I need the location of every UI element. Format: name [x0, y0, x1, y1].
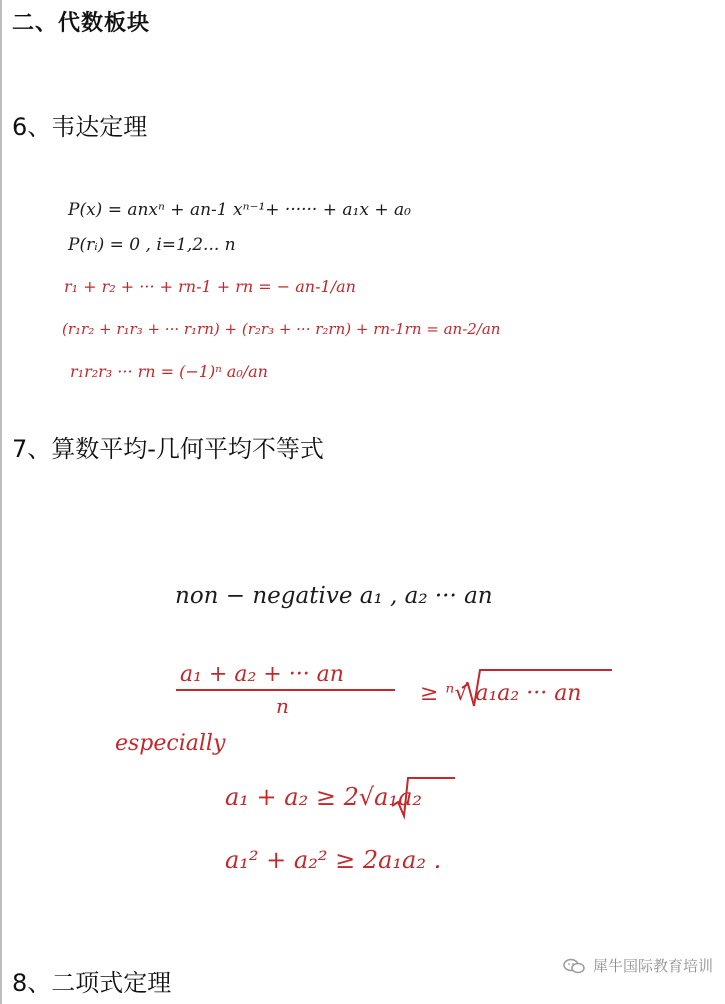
- heading-binomial: 8、二项式定理: [12, 969, 172, 997]
- especially-label: especially: [115, 731, 226, 756]
- amgm-case-two: a₁ + a₂ ≥ 2√a₁a₂: [225, 783, 423, 811]
- vieta-line-2: P(rᵢ) = 0 , i=1,2... n: [68, 235, 236, 255]
- vieta-line-5: r₁r₂r₃ ··· rn = (−1)ⁿ a₀/an: [70, 362, 268, 381]
- amgm-condition: non − negative a₁ , a₂ ··· an: [175, 583, 493, 609]
- watermark-text: 犀牛国际教育培训: [592, 957, 713, 975]
- nth-root-sign: [462, 670, 612, 706]
- vieta-line-3: r₁ + r₂ + ··· + rn-1 + rn = − an-1/an: [64, 277, 356, 296]
- amgm-case-square: a₁² + a₂² ≥ 2a₁a₂ .: [225, 846, 442, 874]
- vieta-line-1: P(x) = anxⁿ + an-1 xⁿ⁻¹+ ······ + a₁x + a₀: [68, 200, 411, 220]
- amgm-rhs: ≥ ⁿ√ a₁a₂ ··· an: [420, 681, 582, 706]
- heading-vieta: 6、韦达定理: [12, 113, 148, 141]
- amgm-denominator: n: [276, 694, 289, 718]
- watermark: [563, 955, 713, 976]
- left-border: [0, 0, 2, 1004]
- wechat-icon: [563, 958, 585, 974]
- square-root-sign: [392, 778, 455, 816]
- heading-amgm: 7、算数平均-几何平均不等式: [12, 435, 324, 463]
- vieta-line-4: (r₁r₂ + r₁r₃ + ··· r₁rn) + (r₂r₃ + ··· r₂rn) + rn-1rn = an-2/an: [62, 320, 501, 338]
- amgm-numerator: a₁ + a₂ + ··· an: [180, 662, 344, 687]
- section-title: 二、代数板块: [12, 11, 151, 36]
